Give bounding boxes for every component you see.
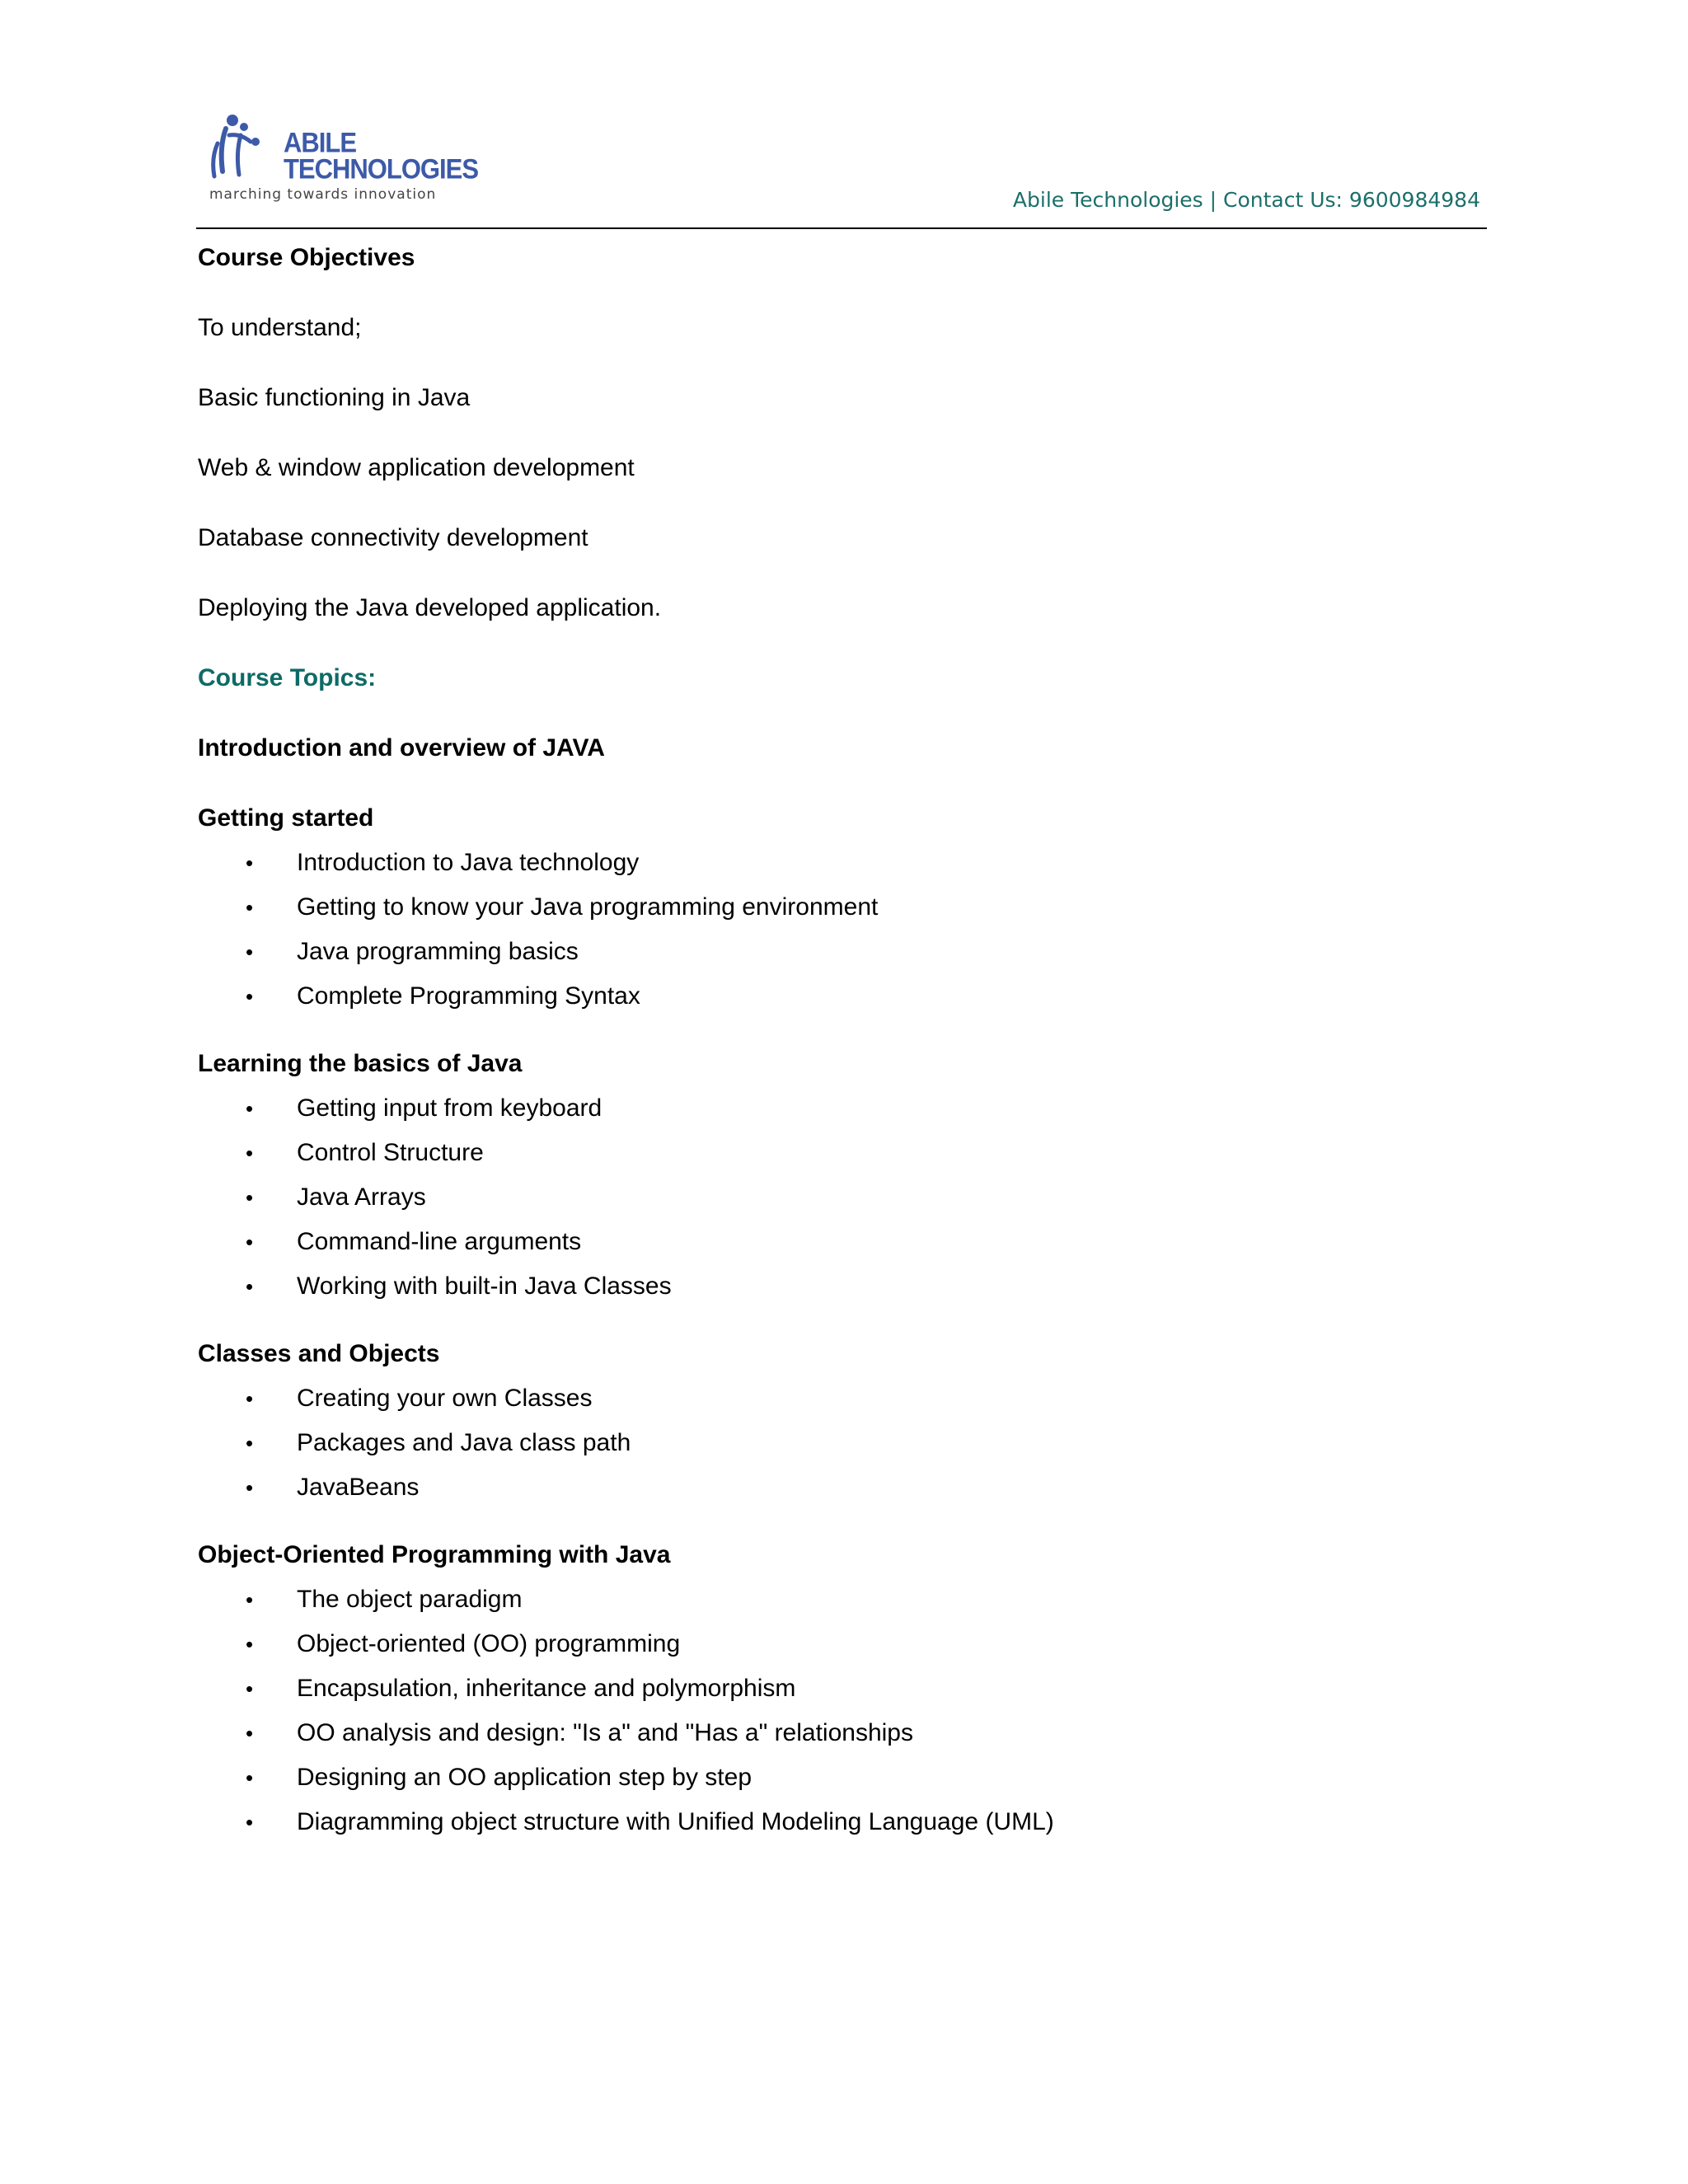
- list-item-text: Control Structure: [297, 1139, 484, 1166]
- list-item: [198, 1719, 1484, 1747]
- objectives-intro: To understand;: [198, 314, 362, 341]
- bullet-icon: •: [246, 1431, 254, 1455]
- bullet-icon: •: [246, 1185, 254, 1210]
- objective-item: Deploying the Java developed application.: [198, 594, 662, 621]
- list-item-text: Getting input from keyboard: [297, 1094, 603, 1122]
- list-item: [198, 1808, 1484, 1836]
- list-item-text: Java Arrays: [297, 1183, 426, 1211]
- list-item: [198, 1385, 1484, 1413]
- section-list: [198, 1385, 1484, 1502]
- list-item: [198, 1228, 1484, 1256]
- bullet-icon: •: [246, 1587, 254, 1612]
- bullet-icon: •: [246, 895, 254, 920]
- list-item-text: Working with built-in Java Classes: [297, 1272, 672, 1300]
- company-logo: [208, 114, 479, 204]
- list-item-text: Command-line arguments: [297, 1228, 582, 1255]
- bullet-icon: •: [246, 984, 254, 1009]
- logo-word-2: TECHNOLOGIES: [284, 152, 479, 185]
- bullet-icon: •: [246, 1765, 254, 1790]
- bullet-icon: •: [246, 851, 254, 875]
- bullet-icon: •: [246, 1096, 254, 1121]
- list-item-text: Getting to know your Java programming environment: [297, 893, 879, 921]
- list-item: [198, 1429, 1484, 1457]
- list-item: [198, 1630, 1484, 1658]
- topics-intro-heading: Introduction and overview of JAVA: [198, 734, 605, 762]
- list-item: [198, 1183, 1484, 1212]
- list-item: [198, 938, 1484, 966]
- objective-item: Web & window application development: [198, 454, 635, 481]
- document-body: [198, 244, 1484, 1853]
- bullet-icon: •: [246, 1475, 254, 1500]
- list-item: [198, 1094, 1484, 1122]
- list-item-text: The object paradigm: [297, 1586, 523, 1613]
- list-item-text: Complete Programming Syntax: [297, 982, 640, 1010]
- section-list: [198, 849, 1484, 1010]
- list-item: [198, 1764, 1484, 1792]
- section-heading: Learning the basics of Java: [198, 1050, 523, 1077]
- bullet-icon: •: [246, 1810, 254, 1835]
- logo-figures-icon: [208, 114, 282, 188]
- objective-item: Basic functioning in Java: [198, 384, 471, 411]
- list-item-text: Object-oriented (OO) programming: [297, 1630, 681, 1657]
- bullet-icon: •: [246, 1676, 254, 1701]
- list-item: [198, 1474, 1484, 1502]
- bullet-icon: •: [246, 1721, 254, 1746]
- objective-item: Database connectivity development: [198, 524, 588, 551]
- list-item: [198, 1675, 1484, 1703]
- list-item-text: Introduction to Java technology: [297, 849, 640, 876]
- list-item-text: Encapsulation, inheritance and polymorphism: [297, 1675, 796, 1702]
- topics-title: Course Topics:: [198, 664, 377, 691]
- list-item-text: Creating your own Classes: [297, 1385, 593, 1412]
- section-list: [198, 1586, 1484, 1836]
- list-item: [198, 982, 1484, 1010]
- list-item: [198, 1586, 1484, 1614]
- list-item-text: Java programming basics: [297, 938, 579, 965]
- bullet-icon: •: [246, 1386, 254, 1411]
- list-item-text: JavaBeans: [297, 1474, 420, 1501]
- logo-tagline: marching towards innovation: [209, 186, 437, 203]
- section-list: [198, 1094, 1484, 1301]
- list-item: [198, 893, 1484, 921]
- bullet-icon: •: [246, 1230, 254, 1254]
- section-heading: Classes and Objects: [198, 1340, 440, 1367]
- list-item: [198, 849, 1484, 877]
- bullet-icon: •: [246, 1141, 254, 1165]
- bullet-icon: •: [246, 1632, 254, 1657]
- header-divider: [196, 227, 1487, 229]
- section-heading: Object-Oriented Programming with Java: [198, 1541, 671, 1568]
- list-item-text: OO analysis and design: "Is a" and "Has a" relationships: [297, 1719, 913, 1746]
- header-contact: Abile Technologies | Contact Us: 9600984984: [1012, 188, 1480, 212]
- list-item-text: Diagramming object structure with Unified Modeling Language (UML): [297, 1808, 1054, 1835]
- list-item: [198, 1139, 1484, 1167]
- list-item-text: Designing an OO application step by step: [297, 1764, 752, 1791]
- objectives-title: Course Objectives: [198, 244, 415, 271]
- list-item-text: Packages and Java class path: [297, 1429, 631, 1456]
- logo-word-1: ABILE: [284, 126, 356, 159]
- bullet-icon: •: [246, 940, 254, 964]
- bullet-icon: •: [246, 1274, 254, 1299]
- section-heading: Getting started: [198, 804, 374, 832]
- list-item: [198, 1272, 1484, 1301]
